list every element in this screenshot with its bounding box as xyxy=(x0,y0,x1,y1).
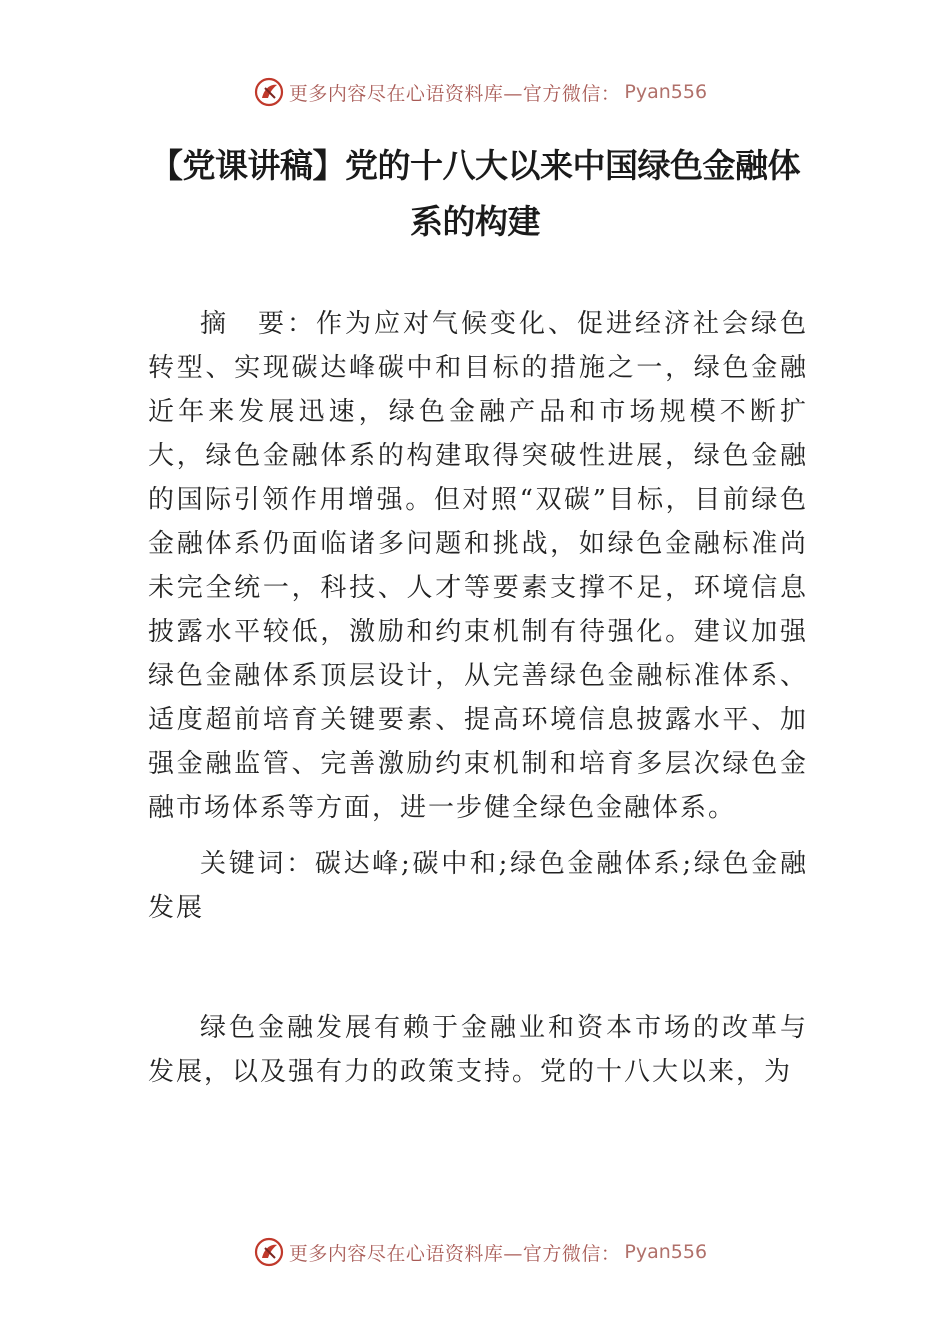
keywords-text: 碳达峰;碳中和;绿色金融体系;绿色金融发展 xyxy=(148,849,808,923)
watermark-text: 更多内容尽在心语资料库—官方微信： xyxy=(288,1242,621,1265)
footer-watermark xyxy=(0,1232,950,1272)
keywords-label: 关键词： xyxy=(200,849,315,879)
header-watermark xyxy=(0,72,950,112)
abstract-label: 摘 要： xyxy=(200,309,316,339)
abstract-paragraph xyxy=(148,302,808,830)
logo-icon xyxy=(253,1236,285,1268)
document-title: 【党课讲稿】党的十八大以来中国绿色金融体系的构建 xyxy=(150,146,800,241)
keywords-paragraph xyxy=(148,842,808,930)
logo-icon xyxy=(253,76,285,108)
abstract-text: 作为应对气候变化、促进经济社会绿色转型、实现碳达峰碳中和目标的措施之一，绿色金融近年来发展迅速，绿色金融产品和市场规模不断扩大，绿色金融体系的构建取得突破性进展，绿色金融的国际引领作用增强。但对照“双碳”目标，目前绿色金融体系仍面临诸多问题和挑战，如绿色金融标准尚未完全统一，科技、人才等要素支撑不足，环境信息披露水平较低，激励和约束机制有待强化。建议加强绿色金融体系顶层设计，从完善绿色金融标准体系、适度超前培育关键要素、提高环境信息披露水平、加强金融监管、完善激励约束机制和培育多层次绿色金融市场体系等方面，进一步健全绿色金融体系。 xyxy=(148,309,808,823)
wechat-id: Pyan556 xyxy=(624,81,708,103)
wechat-id: Pyan556 xyxy=(624,1241,708,1263)
watermark-text: 更多内容尽在心语资料库—官方微信： xyxy=(288,82,621,105)
document-body xyxy=(148,302,808,1094)
body-paragraph: 绿色金融发展有赖于金融业和资本市场的改革与发展，以及强有力的政策支持。党的十八大以来，为 xyxy=(148,1013,808,1087)
